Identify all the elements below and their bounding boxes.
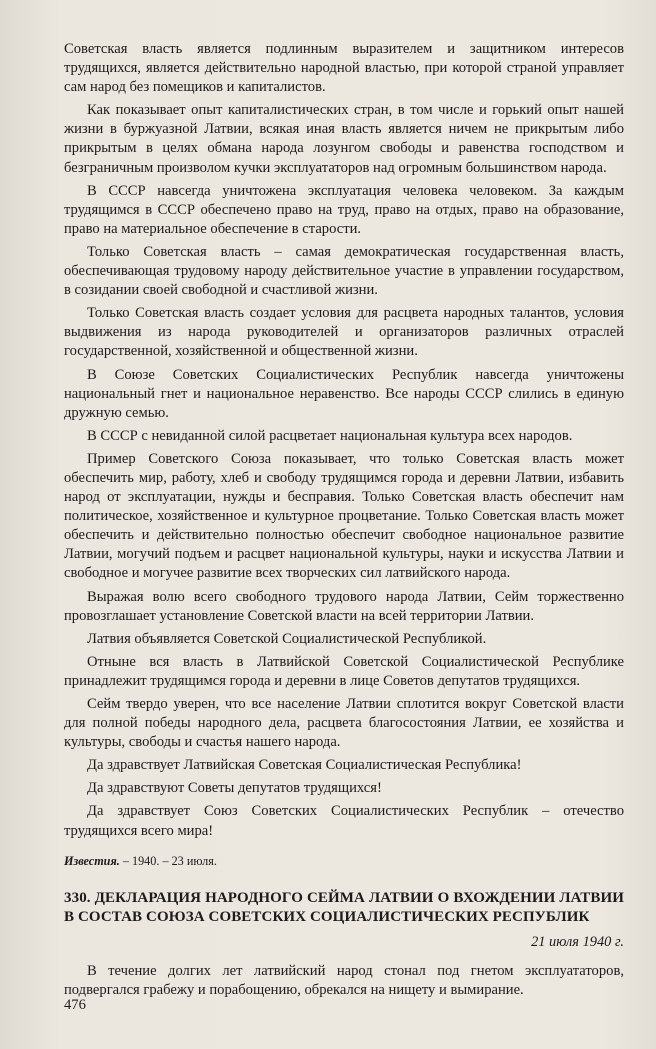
paragraph: Как показывает опыт капиталистических стран, в том числе и горький опыт нашей жизни в буржуазной Латвии, всякая иная власть является ничем не прикрытым либо прикрытым в целях обмана народа лозунгом свободы и равенства господством и безграничным произволом кучки эксплуататоров над огромным большинством народа. <box>64 102 624 176</box>
paragraph: Да здравствует Союз Советских Социалистических Республик – отечество трудящихся всего мира! <box>64 803 624 839</box>
page-number: 476 <box>64 997 86 1013</box>
paragraph: Только Советская власть – самая демократическая государственная власть, обеспечивающая трудовому народу действительное участие в управлении государством, в созидании своей свободной и счастливой жизни. <box>64 243 624 299</box>
paragraph: Отныне вся власть в Латвийской Советской Социалистической Республике принадлежит трудящимся города и деревни в лице Советов депутатов трудящихся. <box>64 653 624 689</box>
source-details: – 1940. – 23 июля. <box>122 853 217 868</box>
source-name: Известия. <box>64 853 120 868</box>
paragraph: Сейм твердо уверен, что все население Латвии сплотится вокруг Советской власти для полной победы народного дела, расцвета благосостояния Латвии, ее хозяйства и культуры, свободы и счастья нашего народа. <box>64 696 624 751</box>
main-text <box>64 40 624 1004</box>
paragraph: Да здравствует Латвийская Советская Социалистическая Республика! <box>87 757 522 774</box>
source-citation <box>64 853 624 869</box>
paragraph: Только Советская власть создает условия для расцвета народных талантов, условия выдвижения из народа руководителей и организаторов различных отраслей государственной, хозяйственной и общественной жизни. <box>64 305 624 360</box>
document-opening-paragraph: В течение долгих лет латвийский народ стонал под гнетом эксплуататоров, подвергался грабежу и порабощению, обрекался на нищету и вымирание. <box>64 962 624 998</box>
paragraph: В Союзе Советских Социалистических Республик навсегда уничтожены национальный гнет и национальное неравенство. Все народы СССР слились в единую дружную семью. <box>64 366 624 421</box>
paragraph: Латвия объявляется Советской Социалистической Республикой. <box>87 630 487 647</box>
paragraph: Да здравствуют Советы депутатов трудящихся! <box>87 780 382 797</box>
paragraph: В СССР с невиданной силой расцветает национальная культура всех народов. <box>87 427 573 444</box>
document-heading: 330. ДЕКЛАРАЦИЯ НАРОДНОГО СЕЙМА ЛАТВИИ О ВХОЖДЕНИИ ЛАТВИИ В СОСТАВ СОЮЗА СОВЕТСКИХ СОЦИАЛИСТИЧЕСКИХ РЕСПУБЛИК <box>64 889 624 925</box>
paragraph: Советская власть является подлинным выразителем и защитником интересов трудящихся, является действительно народной властью, при которой страной управляет сам народ без помещиков и капиталистов. <box>64 41 624 96</box>
paragraph: В СССР навсегда уничтожена эксплуатация человека человеком. За каждым трудящимся в СССР обеспечено право на труд, право на отдых, право на образование, право на материальное обеспечение в старости. <box>64 182 624 237</box>
paragraph: Пример Советского Союза показывает, что только Советская власть может обеспечить мир, работу, хлеб и свободу трудящимся города и деревни Латвии, избавить народ от эксплуатации, нужды и бесправия. Только Советская власть обеспечит нам политическое, хозяйственное и культурное процветание. Только Советская власть может обеспечить и действительно полностью обеспечит свободное национальное развитие Латвии, могучий подъем и расцвет национальной культуры, науки и искусства Латвии и свободное и могучее развитие всех творческих сил латвийского народа. <box>64 450 624 582</box>
document-date: 21 июля 1940 г. <box>531 933 624 950</box>
paragraph: Выражая волю всего свободного трудового народа Латвии, Сейм торжественно провозглашает установление Советской власти на всей территории Латвии. <box>64 588 624 624</box>
